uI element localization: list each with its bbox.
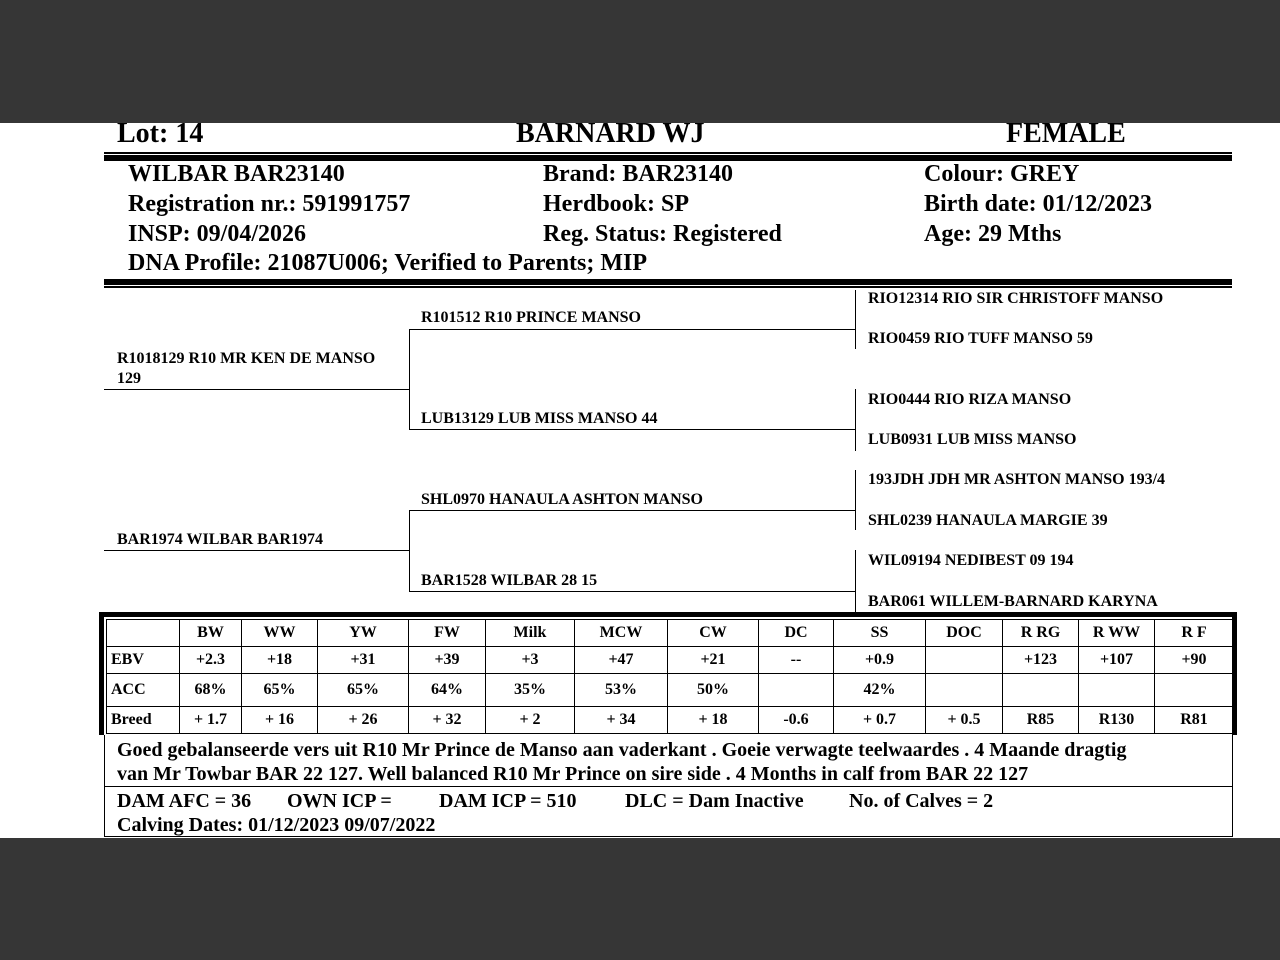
dam-sire-name: SHL0970 HANAULA ASHTON MANSO (421, 491, 703, 508)
ebv-cell (926, 646, 1003, 673)
acc-cell: 64% (409, 673, 486, 706)
breed-row (107, 707, 1234, 734)
acc-cell (926, 673, 1003, 706)
acc-cell: 53% (575, 673, 668, 706)
col-header-milk: Milk (486, 620, 575, 647)
comments-line-2: van Mr Towbar BAR 22 127. Well balanced R10 Mr Prince on sire side . 4 Months in calf from BAR 22 127 (117, 763, 1029, 785)
col-header-yw: YW (318, 620, 409, 647)
own-icp: OWN ICP = (287, 790, 392, 812)
acc-row (107, 673, 1234, 706)
ebv-frame-left (99, 612, 104, 735)
col-header-ss: SS (834, 620, 926, 647)
breed-cell: R85 (1003, 707, 1079, 734)
ggp-bracket-1 (855, 290, 856, 349)
comments-divider (104, 786, 1232, 787)
ebv-header-row (107, 620, 1234, 647)
great-grandparent-5: 193JDH JDH MR ASHTON MANSO 193/4 (868, 471, 1166, 488)
registration-status: Reg. Status: Registered (543, 221, 782, 247)
sire-line (104, 389, 409, 390)
dam-name: BAR1974 WILBAR BAR1974 (117, 531, 323, 548)
breed-cell: + 16 (242, 707, 318, 734)
acc-cell: 42% (834, 673, 926, 706)
breed-cell: + 2 (486, 707, 575, 734)
ebv-row (107, 646, 1234, 673)
sire-sire-line (409, 329, 855, 330)
dam-bracket (409, 510, 410, 592)
dam-afc: DAM AFC = 36 (117, 790, 252, 812)
header-rule-thin (104, 152, 1232, 154)
col-header-dc: DC (759, 620, 834, 647)
breed-cell: -0.6 (759, 707, 834, 734)
dna-profile: DNA Profile: 21087U006; Verified to Parents; MIP (128, 250, 648, 276)
ebv-cell: +90 (1155, 646, 1234, 673)
ggp-bracket-3 (855, 470, 856, 530)
great-grandparent-7: WIL09194 NEDIBEST 09 194 (868, 552, 1074, 569)
acc-cell: 65% (242, 673, 318, 706)
col-header-rww: R WW (1079, 620, 1155, 647)
ebv-cell: +107 (1079, 646, 1155, 673)
sire-name-continued: 129 (117, 370, 141, 387)
ebv-cell: -- (759, 646, 834, 673)
col-header-mcw: MCW (575, 620, 668, 647)
col-header-bw: BW (180, 620, 242, 647)
col-header-fw: FW (409, 620, 486, 647)
animal-name: WILBAR BAR23140 (128, 161, 345, 187)
breed-cell: + 18 (668, 707, 759, 734)
sex-label: FEMALE (1006, 118, 1126, 149)
ebv-cell: +2.3 (180, 646, 242, 673)
row-label-ebv: EBV (107, 646, 180, 673)
col-header-cw: CW (668, 620, 759, 647)
sire-name: R1018129 R10 MR KEN DE MANSO (117, 350, 376, 367)
col-header-rf: R F (1155, 620, 1234, 647)
col-header-ww: WW (242, 620, 318, 647)
great-grandparent-1: RIO12314 RIO SIR CHRISTOFF MANSO (868, 290, 1164, 307)
calving-dates: Calving Dates: 01/12/2023 09/07/2022 (117, 814, 436, 836)
colour: Colour: GREY (924, 161, 1080, 187)
great-grandparent-3: RIO0444 RIO RIZA MANSO (868, 391, 1072, 408)
ebv-frame-top (99, 612, 1237, 617)
acc-cell (1155, 673, 1234, 706)
ebv-cell: +123 (1003, 646, 1079, 673)
seller-name: BARNARD WJ (516, 118, 705, 149)
great-grandparent-8: BAR061 WILLEM-BARNARD KARYNA (868, 593, 1158, 610)
row-label-breed: Breed (107, 707, 180, 734)
breed-cell: + 1.7 (180, 707, 242, 734)
acc-cell: 35% (486, 673, 575, 706)
acc-cell: 50% (668, 673, 759, 706)
age: Age: 29 Mths (924, 221, 1062, 247)
dlc-status: DLC = Dam Inactive (625, 790, 804, 812)
herdbook: Herdbook: SP (543, 191, 690, 217)
lot-number: Lot: 14 (117, 118, 204, 149)
ggp-bracket-4 (855, 550, 856, 612)
ebv-cell: +21 (668, 646, 759, 673)
great-grandparent-4: LUB0931 LUB MISS MANSO (868, 431, 1077, 448)
sire-dam-line (409, 429, 855, 430)
birth-date: Birth date: 01/12/2023 (924, 191, 1152, 217)
great-grandparent-6: SHL0239 HANAULA MARGIE 39 (868, 512, 1108, 529)
ebv-cell: +47 (575, 646, 668, 673)
sire-sire-name: R101512 R10 PRINCE MANSO (421, 309, 641, 326)
info-rule-thick (104, 279, 1232, 285)
dam-dam-name: BAR1528 WILBAR 28 15 (421, 572, 598, 589)
number-of-calves: No. of Calves = 2 (849, 790, 994, 812)
ebv-cell: +0.9 (834, 646, 926, 673)
breed-cell: + 26 (318, 707, 409, 734)
dam-dam-line (409, 591, 855, 592)
ebv-corner-cell (107, 620, 180, 647)
col-header-doc: DOC (926, 620, 1003, 647)
row-label-acc: ACC (107, 673, 180, 706)
breed-cell: + 0.7 (834, 707, 926, 734)
ebv-cell: +31 (318, 646, 409, 673)
acc-cell (759, 673, 834, 706)
col-header-rrg: R RG (1003, 620, 1079, 647)
ebv-table (106, 619, 1234, 734)
breed-cell: R130 (1079, 707, 1155, 734)
acc-cell: 65% (318, 673, 409, 706)
comments-line-1: Goed gebalanseerde vers uit R10 Mr Prince de Manso aan vaderkant . Goeie verwagte teelwaardes . 4 Maande dragtig (117, 739, 1127, 761)
acc-cell (1079, 673, 1155, 706)
breed-cell: R81 (1155, 707, 1234, 734)
dam-icp: DAM ICP = 510 (439, 790, 577, 812)
breed-cell: + 34 (575, 707, 668, 734)
registration-number: Registration nr.: 591991757 (128, 191, 411, 217)
sire-dam-name: LUB13129 LUB MISS MANSO 44 (421, 410, 658, 427)
breed-cell: + 32 (409, 707, 486, 734)
ebv-cell: +39 (409, 646, 486, 673)
acc-cell (1003, 673, 1079, 706)
info-rule-thin (104, 286, 1232, 288)
sire-bracket (409, 329, 410, 430)
breed-cell: + 0.5 (926, 707, 1003, 734)
brand: Brand: BAR23140 (543, 161, 734, 187)
inspection-date: INSP: 09/04/2026 (128, 221, 307, 247)
dam-sire-line (409, 510, 855, 511)
acc-cell: 68% (180, 673, 242, 706)
great-grandparent-2: RIO0459 RIO TUFF MANSO 59 (868, 330, 1093, 347)
ggp-bracket-2 (855, 389, 856, 451)
ebv-cell: +18 (242, 646, 318, 673)
ebv-cell: +3 (486, 646, 575, 673)
dam-line (104, 550, 409, 551)
